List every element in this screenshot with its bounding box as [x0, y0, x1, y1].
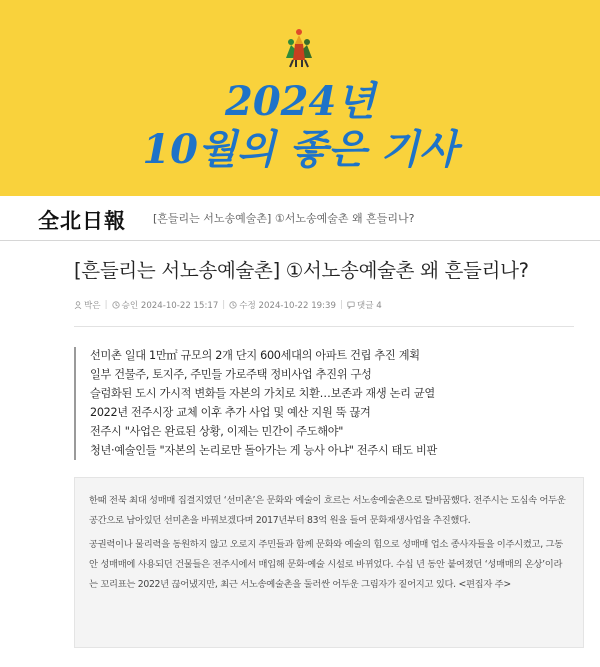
summary-item: 선미촌 일대 1만㎡ 규모의 2개 단지 600세대의 아파트 건립 추진 계획	[90, 349, 420, 362]
dancing-figures-logo-icon	[282, 28, 316, 68]
editor-note-box	[74, 477, 584, 648]
clock-icon	[229, 301, 237, 309]
article-modified-date: 수정 2024-10-22 19:39	[239, 301, 336, 311]
summary-item: 슬럼화된 도시 가시적 변화들 자본의 가치로 치환…보존과 재생 논리 균열	[90, 386, 435, 400]
summary-item: 전주시 "사업은 완료된 상황, 이제는 민간이 주도해야"	[90, 424, 344, 438]
article-headline: [흔들리는 서노송예술촌] ①서노송예술촌 왜 흔들리나?	[74, 259, 529, 282]
person-icon	[74, 301, 82, 309]
banner	[0, 0, 600, 196]
summary-item: 2022년 전주시장 교체 이후 추가 사업 및 예산 지원 뚝 끊겨	[90, 405, 371, 419]
summary-item: 일부 건물주, 토지주, 주민들 가로주택 정비사업 추진위 구성	[90, 367, 372, 381]
summary-item: 청년·예술인들 "자본의 논리로만 돌아가는 게 능사 아냐" 전주시 태도 비판	[90, 443, 437, 457]
editor-note-paragraph: 공권력이나 물리력을 동원하지 않고 오로지 주민들과 함께 문화와 예술의 힘으로 성매매 업소 종사자들을 이주시켰고, 그동안 성매매에 사용되던 건물들은 전주시에서 매입해 문화·예술 시설로 바뀌었다. 수십 년 동안 붙여졌던 ‘성매매의 온상’이라는 꼬리표는 2022년 끊어냈지만, 최근 서노송예술촌을 둘러싼 어두운 그림자가 짙어지고 있다. <편집자 주>	[89, 539, 563, 590]
article-comments-link[interactable]: 댓글 4	[356, 301, 382, 311]
newspaper-logo[interactable]: 全北日報	[38, 208, 126, 233]
divider	[74, 326, 574, 327]
article-author[interactable]: 박은	[84, 301, 101, 311]
editor-note-paragraph: 한때 전북 최대 성매매 집결지였던 ‘선미촌’은 문화와 예술이 흐르는 서노송예술촌으로 탈바꿈했다. 전주시는 도심속 어두운 공간으로 남아있던 선미촌을 바꿔보겠다며 2017년부터 83억 원을 들여 문화재생사업을 추진했다.	[89, 495, 566, 526]
masthead	[0, 196, 600, 241]
article-meta: 박은 | 승인 2024-10-22 15:17 | 수정 2024-10-22 19:39 | 댓글 4	[74, 299, 382, 311]
comment-icon	[347, 301, 355, 309]
masthead-headline: [흔들리는 서노송예술촌] ①서노송예술촌 왜 흔들리나?	[153, 212, 415, 225]
article-summary	[74, 347, 600, 460]
article-published-date: 승인 2024-10-22 15:17	[121, 301, 219, 311]
clock-icon	[112, 301, 120, 309]
banner-title-subtitle: 10월의 좋은 기사	[142, 126, 458, 173]
banner-title-year: 2024년	[225, 78, 375, 125]
